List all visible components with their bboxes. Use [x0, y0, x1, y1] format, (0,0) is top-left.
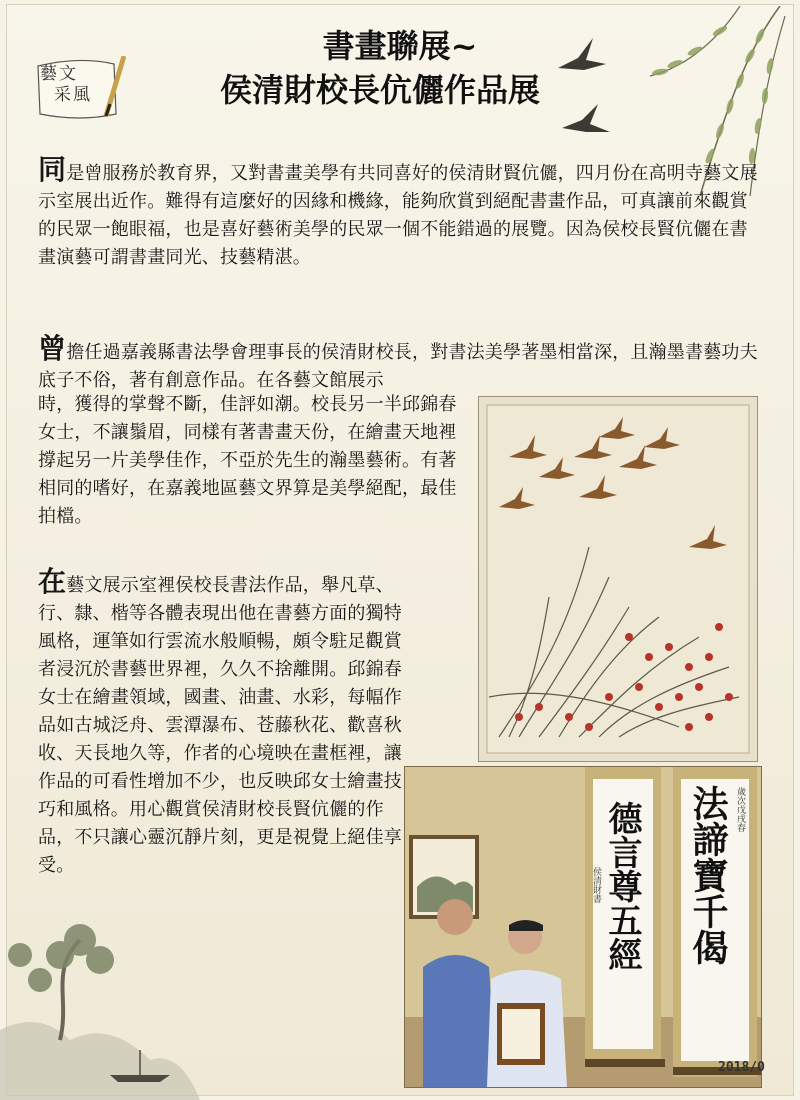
- drop-cap: 同: [38, 153, 67, 186]
- paragraph-text: 擔任過嘉義縣書法學會理事長的侯清財校長，對書法美學著墨相當深，且瀚墨書藝功夫底子不俗，著有創意作品。在各藝文館展示: [38, 342, 758, 391]
- badge-line-2: 采風: [54, 85, 92, 105]
- exhibition-photo: [404, 766, 762, 1088]
- article-paragraph-3: [38, 565, 418, 880]
- scroll-right-inscription: 歲次戊戌春: [735, 787, 745, 832]
- ink-landscape-icon: [0, 910, 200, 1100]
- article-paragraph-1: [38, 153, 758, 272]
- bird-painting-image: [478, 396, 758, 762]
- paragraph-text: 藝文展示室裡侯校長書法作品，舉凡草、行、隸、楷等各體表現出他在書藝方面的獨特風格，運筆如行雲流水般順暢，頗令駐足觀賞者浸沉於書藝世界裡，久久不捨離開。邱錦春女士在繪畫領域，國畫、油畫、水彩，每幅作品如古城泛舟、雲潭瀑布、苍藤秋花、歡喜秋收、天長地久等，作者的心境映在畫框裡，讓作品的可看性增加不少，也反映邱女士繪畫技巧和風格。用心觀賞侯清財校長賢伉儷的作品，不只讓心靈沉靜片刻，更是視覺上絕佳享受。: [38, 575, 402, 876]
- scroll-right-calligraphy: 法諦寶千偈: [687, 785, 729, 965]
- title-line-2: 侯清財校長伉儷作品展: [219, 71, 540, 109]
- badge-line-1: 藝文: [40, 64, 78, 84]
- badge-label: [40, 64, 110, 108]
- scroll-left-calligraphy: 德言尊五經: [602, 801, 642, 971]
- paragraph-text: 時，獲得的掌聲不斷，佳評如潮。校長另一半邱錦春女士，不讓鬚眉，同樣有著書畫天份，在繪畫天地裡撐起另一片美學佳作，不亞於先生的瀚墨藝術。有著相同的嗜好，在嘉義地區藝文界算是美學絕配，最佳拍檔。: [38, 394, 457, 527]
- scroll-left-inscription: 侯清財書: [591, 867, 601, 903]
- article-paragraph-2: [38, 332, 758, 395]
- paragraph-text: 是曾服務於教育界，又對書畫美學有共同喜好的侯清財賢伉儷，四月份在高明寺藝文展示室展出近作。難得有這麼好的因緣和機緣，能夠欣賞到絕配書畫作品，可真讓前來觀賞的民眾一飽眼福，也是喜好藝術美學的民眾一個不能錯過的展覽。因為侯校長賢伉儷在書畫演藝可謂書畫同光、技藝精湛。: [38, 163, 758, 268]
- article-paragraph-2-continued: [38, 391, 474, 531]
- drop-cap: 曾: [38, 332, 67, 365]
- issue-date: 2018/0: [718, 1060, 765, 1075]
- page-title: [160, 24, 600, 112]
- title-line-1: 書畫聯展~: [322, 27, 478, 65]
- drop-cap: 在: [38, 565, 67, 598]
